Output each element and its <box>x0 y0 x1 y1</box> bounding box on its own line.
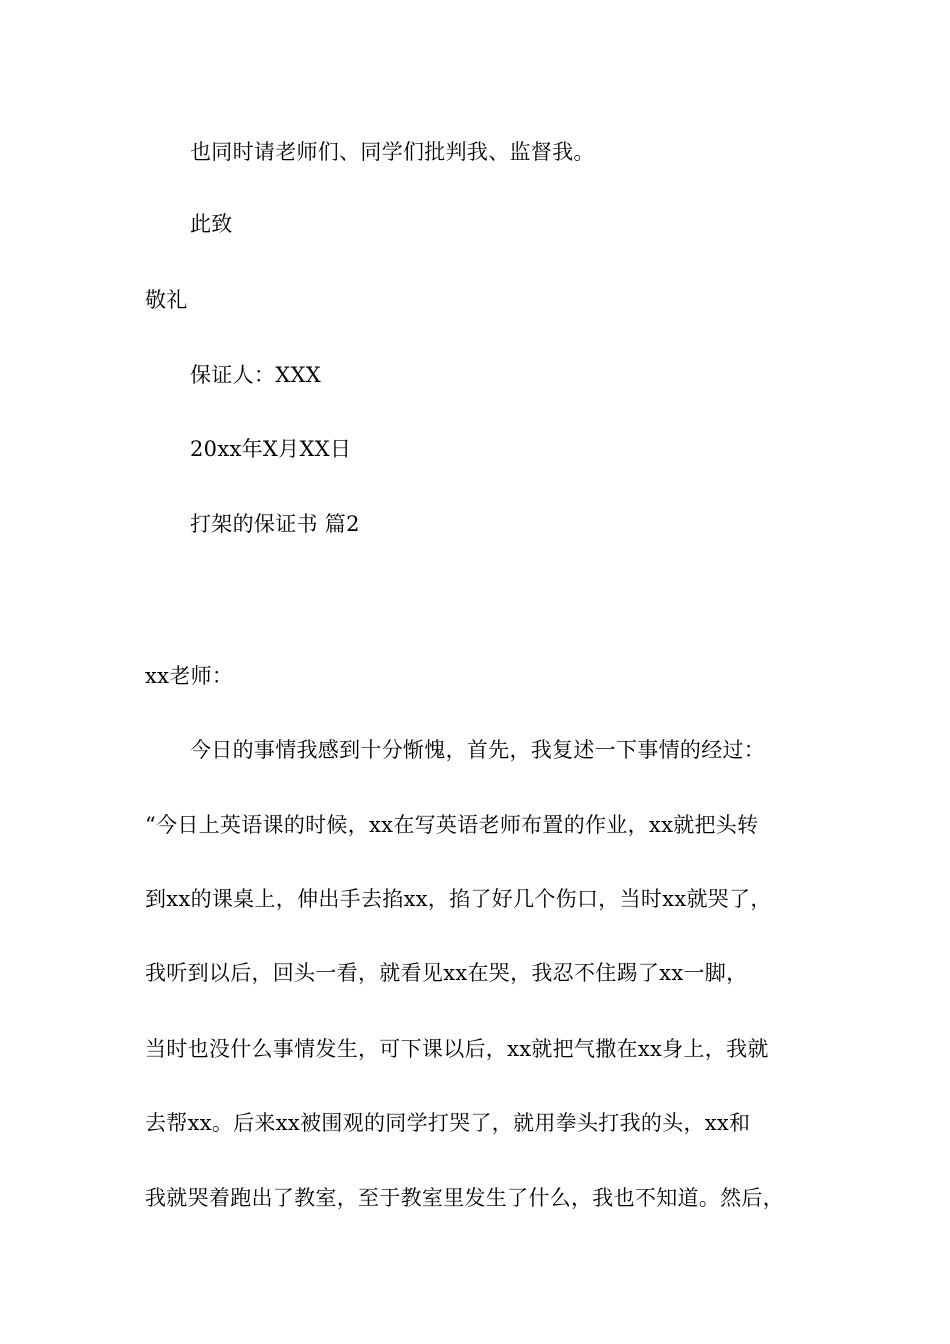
closing-request-line: 也同时请老师们、同学们批判我、监督我。 <box>190 140 595 164</box>
paragraph-line: “今日上英语课的时候，xx在写英语老师布置的作业，xx就把头转 <box>145 813 759 837</box>
date-line: 20xx年X月XX日 <box>190 437 352 461</box>
paragraph-line: 今日的事情我感到十分惭愧，首先，我复述一下事情的经过： <box>190 738 766 762</box>
salutation-jing-li: 敬礼 <box>145 288 188 312</box>
addressee-line: xx老师： <box>145 664 234 688</box>
paragraph-line: 当时也没什么事情发生，可下课以后，xx就把气撒在xx身上，我就 <box>145 1037 769 1061</box>
salutation-ci-zhi: 此致 <box>190 212 233 236</box>
signer-line: 保证人：XXX <box>190 363 321 387</box>
paragraph-line: 我听到以后，回头一看，就看见xx在哭，我忍不住踢了xx一脚， <box>145 961 748 985</box>
section-heading: 打架的保证书 篇2 <box>190 512 360 536</box>
paragraph-line: 我就哭着跑出了教室，至于教室里发生了什么，我也不知道。然后， <box>145 1186 784 1210</box>
paragraph-line: 到xx的课桌上，伸出手去掐xx，掐了好几个伤口，当时xx就哭了， <box>145 887 772 911</box>
paragraph-line: 去帮xx。后来xx被围观的同学打哭了，就用拳头打我的头，xx和 <box>145 1111 751 1135</box>
